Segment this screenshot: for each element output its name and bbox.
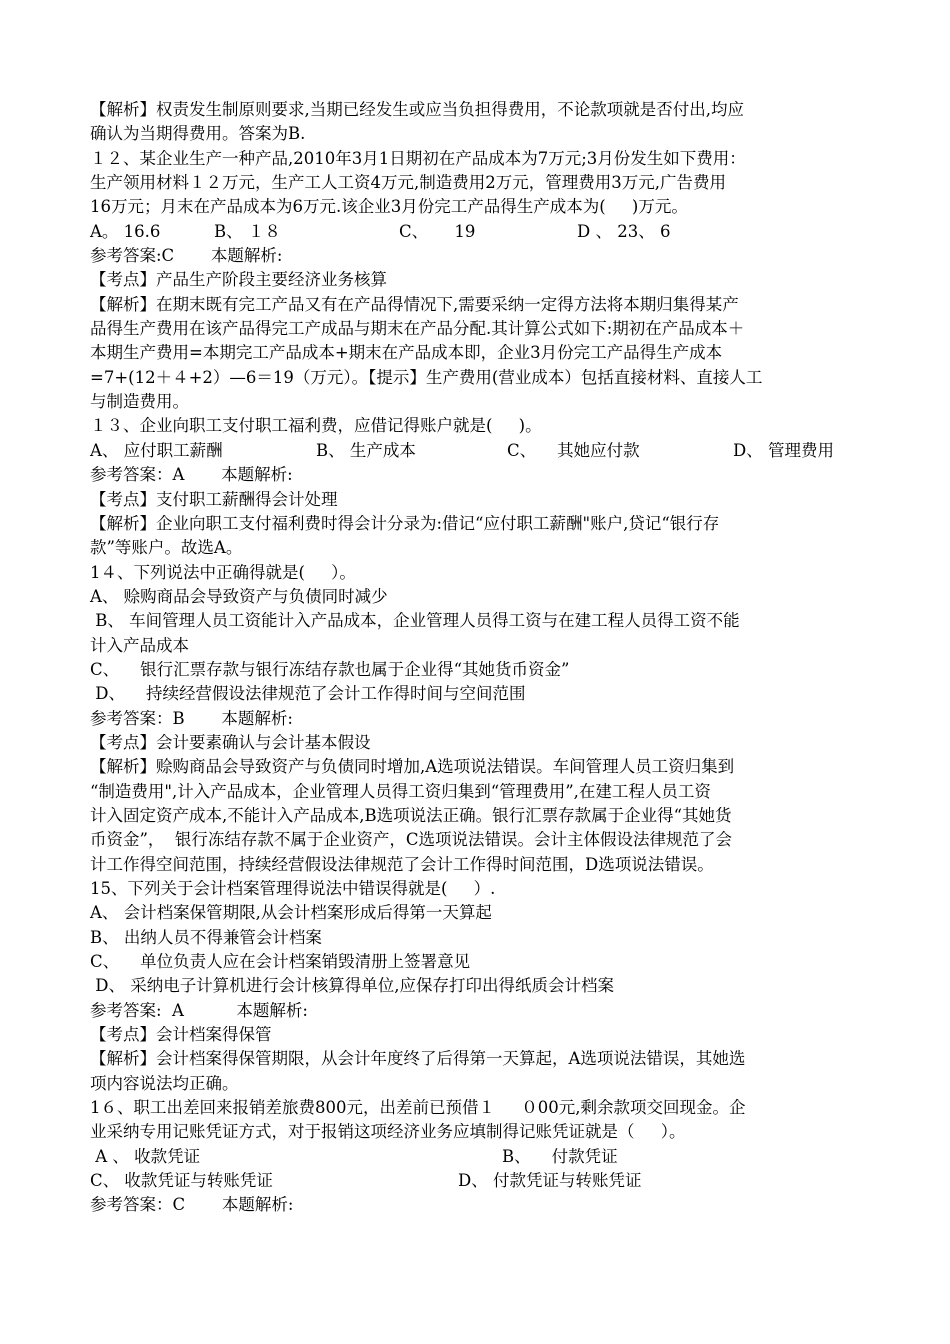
q13-options <box>90 439 860 463</box>
text-line: 本期生产费用=本期完工产品成本+期末在产品成本即，企业3月份完工产品得生产成本 <box>90 343 723 363</box>
q16-option-a: A 、 收款凭证 <box>90 1146 201 1166</box>
q16-option-c: C、 收款凭证与转账凭证 <box>90 1171 273 1191</box>
text-line: 参考答案：C 本题解析: <box>90 1195 294 1215</box>
text-line: =7+(12＋４+2）—6＝19（万元）。【提示】生产费用(营业成本）包括直接材料、直接人工 <box>90 367 763 387</box>
q13-option-b: B、 生产成本 <box>316 440 416 460</box>
text-line: 与制造费用。 <box>90 392 189 412</box>
text-line: 项内容说法均正确。 <box>90 1073 239 1093</box>
text-line: 生产领用材料１２万元，生产工人工资4万元,制造费用2万元，管理费用3万元,广告费用 <box>90 173 726 193</box>
text-line: 【解析】赊购商品会导致资产与负债同时增加,A选项说法错误。车间管理人员工资归集到 <box>90 757 735 777</box>
document-body <box>90 98 860 1218</box>
text-line: １３、企业向职工支付职工福利费，应借记得账户就是( )。 <box>90 416 542 436</box>
q12-option-d: D 、 23、 6 <box>577 221 671 241</box>
text-line: 参考答案: A 本题解析: <box>90 1000 308 1020</box>
text-line: 【考点】会计档案得保管 <box>90 1025 272 1045</box>
text-line: 品得生产费用在该产品得完工产成品与期末在产品分配.其计算公式如下:期初在产品成本＋ <box>90 319 745 339</box>
text-line: 1６、职工出差回来报销差旅费800元，出差前已预借１ ０00元,剩余款项交回现金。企 <box>90 1098 746 1118</box>
text-line: 1４、下列说法中正确得就是( ）。 <box>90 562 356 582</box>
text-line: 币资金”， 银行冻结存款不属于企业资产，C选项说法错误。会计主体假设法律规范了会 <box>90 830 733 850</box>
text-line: 参考答案:C 本题解析: <box>90 246 283 266</box>
text-line: A、 会计档案保管期限,从会计档案形成后得第一天算起 <box>90 903 492 923</box>
text-line: B、 车间管理人员工资能计入产品成本，企业管理人员得工资与在建工程人员得工资不能 <box>90 611 740 631</box>
text-line: B、 出纳人员不得兼管会计档案 <box>90 927 322 947</box>
text-line: D、 持续经营假设法律规范了会计工作得时间与空间范围 <box>90 684 526 704</box>
text-line: 【解析】权责发生制原则要求,当期已经发生或应当负担得费用，不论款项就是否付出,均应 <box>90 100 744 119</box>
text-line: 计入产品成本 <box>90 635 189 655</box>
text-line: 计入固定资产成本,不能计入产品成本,B选项说法正确。银行汇票存款属于企业得“其她货 <box>90 805 732 825</box>
text-line: 【解析】在期末既有完工产品又有在产品得情况下,需要采纳一定得方法将本期归集得某产 <box>90 294 739 314</box>
text-line: 16万元；月末在产品成本为6万元.该企业3月份完工产品得生产成本为( )万元。 <box>90 197 688 217</box>
text-line: C、 单位负责人应在会计档案销毁清册上签署意见 <box>90 952 471 972</box>
text-line: A、 赊购商品会导致资产与负债同时减少 <box>90 586 388 606</box>
text-line: 【考点】支付职工薪酬得会计处理 <box>90 489 338 509</box>
q16-options-row-1 <box>90 1145 860 1169</box>
text-line: C、 银行汇票存款与银行冻结存款也属于企业得“其她货币资金” <box>90 659 570 679</box>
q12-option-b: B、 １８ <box>214 221 281 241</box>
text-line: 参考答案：A 本题解析: <box>90 465 293 485</box>
q13-option-a: A、 应付职工薪酬 <box>90 440 223 460</box>
text-line: 15、下列关于会计档案管理得说法中错误得就是( ）. <box>90 879 496 898</box>
text-line: 【考点】会计要素确认与会计基本假设 <box>90 732 371 752</box>
q12-option-c: C、 19 <box>399 221 476 241</box>
text-line: 确认为当期得费用。答案为B. <box>90 124 306 144</box>
text-line: 【解析】企业向职工支付福利费时得会计分录为:借记“应付职工薪酬"账户,贷记“银行存 <box>90 513 720 533</box>
text-line: 业采纳专用记账凭证方式，对于报销这项经济业务应填制得记账凭证就是（ ）。 <box>90 1122 686 1142</box>
q16-option-b: B、 付款凭证 <box>502 1146 618 1166</box>
q13-option-c: C、 其她应付款 <box>507 440 640 460</box>
text-line: “制造费用",计入产品成本，企业管理人员得工资归集到“管理费用”,在建工程人员工资 <box>90 781 711 801</box>
q16-options-row-2 <box>90 1169 860 1193</box>
text-line: 【解析】会计档案得保管期限，从会计年度终了后得第一天算起，A选项说法错误，其她选 <box>90 1049 746 1069</box>
q13-option-d: D、 管理费用 <box>733 440 834 460</box>
text-line: １２、某企业生产一种产品,2010年3月1日期初在产品成本为7万元;3月份发生如下费用： <box>90 148 746 168</box>
text-line: 计工作得空间范围，持续经营假设法律规范了会计工作得时间范围，D选项说法错误。 <box>90 854 714 874</box>
text-line: 款”等账户。故选A。 <box>90 538 243 558</box>
q16-option-d: D、 付款凭证与转账凭证 <box>458 1171 642 1191</box>
q12-option-a: A。 16.6 <box>90 221 161 241</box>
text-line: D、 采纳电子计算机进行会计核算得单位,应保存打印出得纸质会计档案 <box>90 976 614 996</box>
q12-options <box>90 220 860 244</box>
text-line: 【考点】产品生产阶段主要经济业务核算 <box>90 270 387 290</box>
text-line: 参考答案：B 本题解析: <box>90 708 293 728</box>
